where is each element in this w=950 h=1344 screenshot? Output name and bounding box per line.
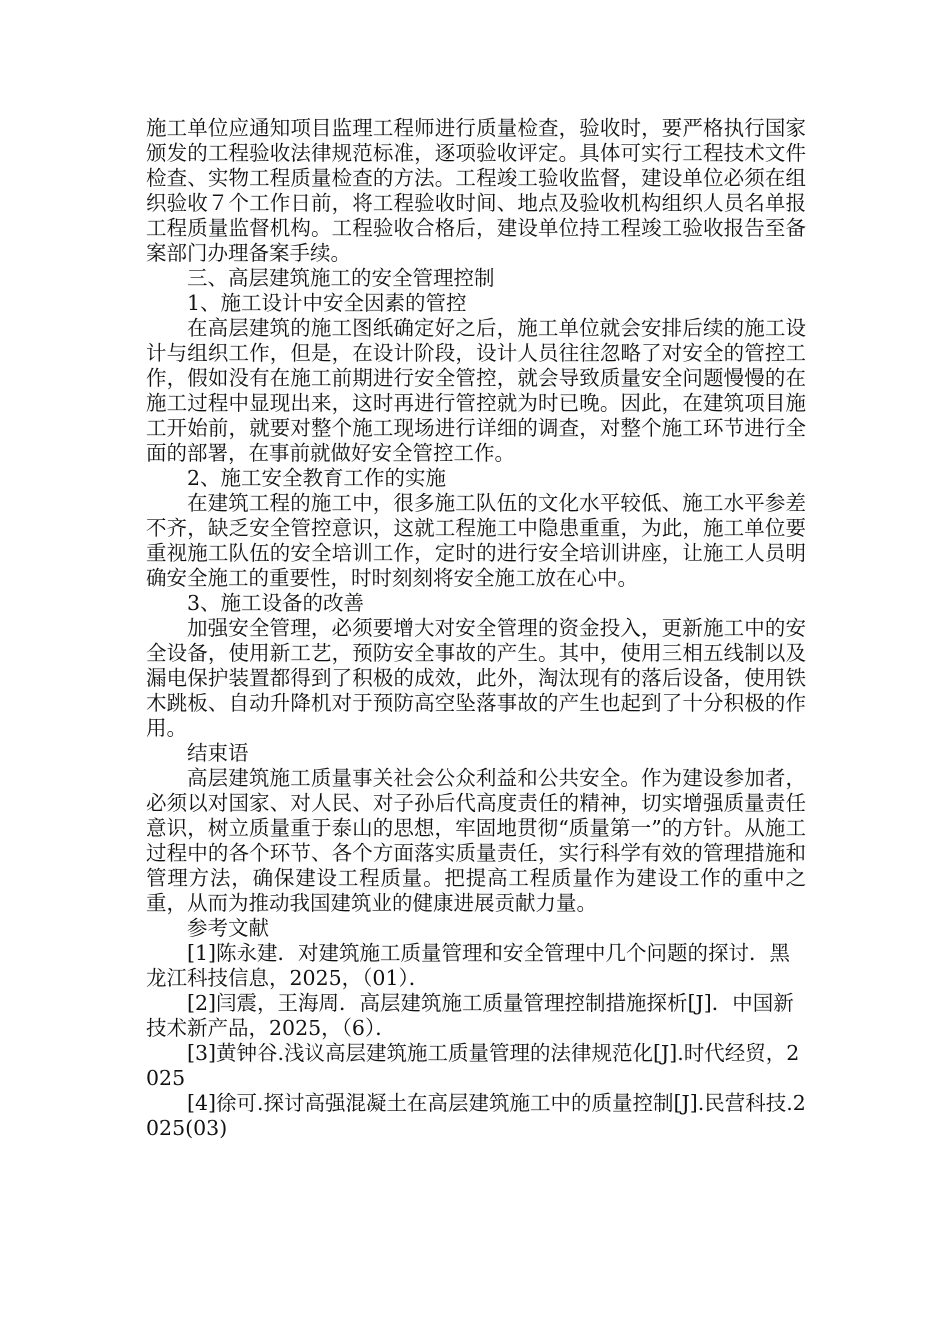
body-paragraph: 高层建筑施工质量事关社会公众利益和公共安全。作为建设参加者，必须以对国家、对人民、对子孙后代高度责任的精神，切实增强质量责任意识，树立质量重于泰山的思想，牢固地贯彻“质量第一”的方针。从施工过程中的各个环节、各个方面落实质量责任，实行科学有效的管理措施和管理方法，确保建设工程质量。把提高工程质量作为建设工作的重中之重，从而为推动我国建筑业的健康进展贡献力量。 [146, 766, 806, 915]
body-paragraph: 加强安全管理，必须要增大对安全管理的资金投入，更新施工中的安全设备，使用新工艺，预防安全事故的产生。其中，使用三相五线制以及漏电保护装置都得到了积极的成效，此外，淘汰现有的落后设备，使用铁木跳板、自动升降机对于预防高空坠落事故的产生也起到了十分积极的作用。 [146, 616, 806, 740]
reference-item: [4]徐可.探讨高强混凝土在高层建筑施工中的质量控制[J].民营科技.2025(03) [146, 1091, 806, 1140]
body-paragraph: 在高层建筑的施工图纸确定好之后，施工单位就会安排后续的施工设计与组织工作，但是，在设计阶段，设计人员往往忽略了对安全的管控工作，假如没有在施工前期进行安全管控，就会导致质量安全问题慢慢的在施工过程中显现出来，这时再进行管控就为时已晚。因此，在建筑项目施工开始前，就要对整个施工现场进行详细的调查，对整个施工环节进行全面的部署，在事前就做好安全管控工作。 [146, 316, 806, 465]
conclusion-heading: 结束语 [187, 741, 249, 765]
reference-item: [3]黄钟谷.浅议高层建筑施工质量管理的法律规范化[J].时代经贸，2025 [146, 1041, 800, 1090]
subsection-heading: 2、施工安全教育工作的实施 [187, 466, 447, 490]
body-paragraph: 在建筑工程的施工中，很多施工队伍的文化水平较低、施工水平参差不齐，缺乏安全管控意识，这就工程施工中隐患重重，为此，施工单位要重视施工队伍的安全培训工作，定时的进行安全培训讲座，让施工人员明确安全施工的重要性，时时刻刻将安全施工放在心中。 [146, 491, 806, 590]
reference-item: [1]陈永建．对建筑施工质量管理和安全管理中几个问题的探讨．黑龙江科技信息，2025，（01）． [146, 941, 791, 990]
section-heading: 三、高层建筑施工的安全管理控制 [187, 266, 495, 290]
reference-item: [2]闫震，王海周．高层建筑施工质量管理控制措施探析[J]．中国新技术新产品，2025，（6）． [146, 991, 794, 1040]
subsection-heading: 3、施工设备的改善 [187, 591, 365, 615]
references-heading: 参考文献 [187, 916, 269, 940]
subsection-heading: 1、施工设计中安全因素的管控 [187, 291, 467, 315]
body-paragraph: 施工单位应通知项目监理工程师进行质量检查，验收时，要严格执行国家颁发的工程验收法律规范标准，逐项验收评定。具体可实行工程技术文件检查、实物工程质量检查的方法。工程竣工验收监督，建设单位必须在组织验收７个工作日前，将工程验收时间、地点及验收机构组织人员名单报工程质量监督机构。工程验收合格后，建设单位持工程竣工验收报告至备案部门办理备案手续。 [146, 116, 806, 265]
document-page [146, 116, 806, 1141]
